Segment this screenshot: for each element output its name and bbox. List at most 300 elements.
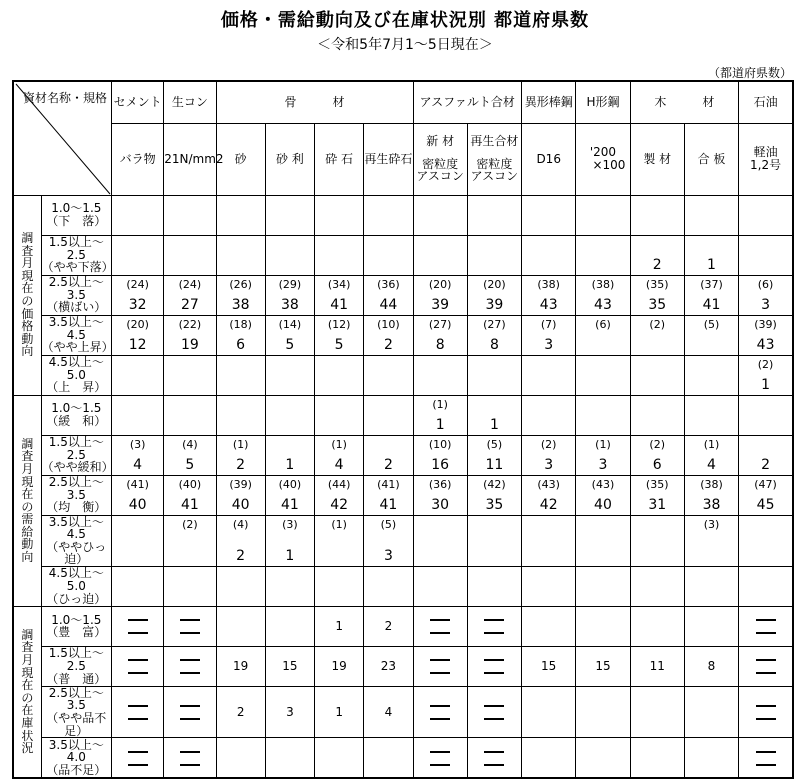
dash-mark xyxy=(112,626,163,639)
header-cement: セメント xyxy=(111,81,163,123)
cell-cement xyxy=(111,395,163,435)
dash-mark xyxy=(739,613,792,626)
row-label xyxy=(41,515,111,566)
cell-asphalt-new xyxy=(413,275,467,315)
prev-value: (27) xyxy=(428,317,452,331)
dash-mark xyxy=(112,666,163,679)
cell-crushed xyxy=(315,606,364,646)
current-value: 38 xyxy=(231,296,250,313)
cell-asphalt-recycled xyxy=(467,315,521,355)
cell-sand xyxy=(216,686,265,737)
table-row xyxy=(13,566,793,606)
cell-recycled xyxy=(364,355,413,395)
cell-crushed xyxy=(315,566,364,606)
prev-value: (27) xyxy=(483,317,506,331)
cell-plywood xyxy=(684,395,738,435)
cell-asphalt-new xyxy=(413,395,467,435)
cell-asphalt-recycled xyxy=(467,195,521,235)
cell-asphalt-new xyxy=(413,435,467,475)
cell-crushed xyxy=(315,738,364,778)
section-label-char: 調 xyxy=(21,436,34,451)
cell-asphalt-new xyxy=(413,566,467,606)
current-value: 4 xyxy=(707,456,716,473)
dash-mark xyxy=(164,758,215,771)
prev-value: (36) xyxy=(428,477,452,491)
cell-hbeam xyxy=(576,606,630,646)
cell-lumber xyxy=(630,566,684,606)
prev-value: (5) xyxy=(703,317,720,331)
prev-value: (6) xyxy=(757,277,774,291)
cell-sand xyxy=(216,606,265,646)
inventory-value: 1 xyxy=(335,705,343,720)
cell-lumber xyxy=(630,315,684,355)
section-label-char: 査 xyxy=(21,640,34,655)
cell-rebar xyxy=(522,515,576,566)
cell-asphalt-new xyxy=(413,355,467,395)
prev-value: (10) xyxy=(377,317,400,331)
section-label-char: 向 xyxy=(21,344,34,359)
cell-crushed xyxy=(315,315,364,355)
prev-value: (2) xyxy=(649,437,666,451)
current-value: 43 xyxy=(594,296,612,313)
prev-value: (7) xyxy=(540,317,557,331)
cell-recycled xyxy=(364,315,413,355)
cell-oil xyxy=(739,738,793,778)
current-value: 45 xyxy=(756,496,775,513)
current-value: 8 xyxy=(435,336,445,353)
prev-value: (26) xyxy=(229,277,252,291)
cell-lumber xyxy=(630,275,684,315)
current-value: 2 xyxy=(383,456,393,473)
inventory-value: 19 xyxy=(331,659,347,674)
cell-recycled xyxy=(364,395,413,435)
cell-sand xyxy=(216,646,265,686)
dash-mark xyxy=(112,699,163,712)
section-label xyxy=(13,606,41,777)
section-label-char: 月 xyxy=(21,653,34,668)
prev-value: (1) xyxy=(331,437,347,451)
section-label-char: 現 xyxy=(21,665,34,680)
cell-gravel xyxy=(265,566,314,606)
table-row xyxy=(13,646,793,686)
cell-concrete xyxy=(164,606,216,646)
row-label xyxy=(41,275,111,315)
row-label-r1: 3.5以上～4.0 xyxy=(48,737,104,765)
current-value: 3 xyxy=(544,456,554,473)
section-label xyxy=(13,395,41,606)
prev-value: (1) xyxy=(595,437,611,451)
prev-value: (1) xyxy=(331,517,347,531)
cell-rebar xyxy=(522,355,576,395)
prev-value: (40) xyxy=(178,477,202,491)
inventory-value xyxy=(266,749,314,767)
cell-hbeam xyxy=(576,275,630,315)
current-value: 2 xyxy=(761,456,771,473)
dash-mark xyxy=(112,653,163,666)
dash-mark xyxy=(468,653,521,666)
cell-asphalt-recycled xyxy=(467,646,521,686)
cell-oil xyxy=(739,686,793,737)
row-label-r1: 4.5以上～5.0 xyxy=(48,355,104,382)
prev-value: (24) xyxy=(178,277,202,291)
cell-oil xyxy=(739,195,793,235)
table-row xyxy=(13,515,793,566)
current-value: 38 xyxy=(702,496,721,513)
table-row xyxy=(13,435,793,475)
cell-crushed xyxy=(315,646,364,686)
current-value: 6 xyxy=(652,456,662,473)
row-label xyxy=(41,686,111,737)
row-label xyxy=(41,475,111,515)
current-value: 39 xyxy=(431,296,450,313)
cell-gravel xyxy=(265,606,314,646)
cell-lumber xyxy=(630,435,684,475)
dash-mark xyxy=(164,712,215,725)
header-rebar: 異形棒鋼 xyxy=(522,81,576,123)
row-label-r2: （横ばい） xyxy=(46,300,107,315)
cell-asphalt-recycled xyxy=(467,606,521,646)
inventory-value: 15 xyxy=(541,659,557,674)
cell-crushed xyxy=(315,195,364,235)
dash-mark xyxy=(164,626,215,639)
spec-recycled: 再生砕石 xyxy=(364,123,413,195)
section-label-char: 状 xyxy=(21,728,34,743)
spec-asphalt-rec-3: アスコン xyxy=(470,169,519,184)
cell-cement xyxy=(111,606,163,646)
prev-value: (38) xyxy=(537,277,560,291)
cell-gravel xyxy=(265,686,314,737)
current-value: 1 xyxy=(285,456,295,473)
cell-lumber xyxy=(630,195,684,235)
section-label-char: の xyxy=(21,690,34,705)
cell-concrete xyxy=(164,475,216,515)
prev-value: (4) xyxy=(182,437,198,451)
dash-mark xyxy=(414,666,467,679)
table-row xyxy=(13,395,793,435)
cell-hbeam xyxy=(576,475,630,515)
prev-value: (2) xyxy=(649,317,666,331)
table-row xyxy=(13,235,793,275)
cell-lumber xyxy=(630,686,684,737)
inventory-value: 1 xyxy=(335,619,343,634)
header-corner xyxy=(13,81,111,195)
cell-cement xyxy=(111,646,163,686)
current-value: 27 xyxy=(180,296,199,313)
current-value: 5 xyxy=(334,336,344,353)
dash-mark xyxy=(414,653,467,666)
cell-cement xyxy=(111,515,163,566)
cell-plywood xyxy=(684,435,738,475)
inventory-value xyxy=(685,703,738,721)
current-value: 30 xyxy=(431,496,450,513)
cell-plywood xyxy=(684,355,738,395)
current-value: 2 xyxy=(236,548,246,565)
section-label-char: の xyxy=(21,499,34,514)
spec-oil xyxy=(739,123,793,195)
spec-hbeam-2: ×100 xyxy=(592,158,626,172)
prev-value: (1) xyxy=(432,397,448,411)
cell-oil xyxy=(739,235,793,275)
cell-crushed xyxy=(315,435,364,475)
cell-gravel xyxy=(265,235,314,275)
cell-oil xyxy=(739,515,793,566)
cell-rebar xyxy=(522,275,576,315)
prev-value: (4) xyxy=(232,517,249,531)
prev-value: (47) xyxy=(754,477,777,491)
data-table xyxy=(12,80,794,779)
row-label-r2: （均 衡） xyxy=(46,500,107,515)
cell-cement xyxy=(111,566,163,606)
inventory-value: 2 xyxy=(236,705,245,720)
inventory-value: 8 xyxy=(707,659,716,674)
cell-hbeam xyxy=(576,195,630,235)
cell-concrete xyxy=(164,315,216,355)
dash-mark xyxy=(468,613,521,626)
spec-lumber: 製 材 xyxy=(630,123,684,195)
prev-value: (22) xyxy=(178,317,202,331)
dash-mark xyxy=(739,758,792,771)
current-value: 5 xyxy=(285,336,295,353)
cell-sand xyxy=(216,315,265,355)
cell-oil xyxy=(739,355,793,395)
row-label-r1: 4.5以上～5.0 xyxy=(48,566,104,594)
cell-rebar xyxy=(522,566,576,606)
current-value: 3 xyxy=(761,296,771,313)
cell-oil xyxy=(739,315,793,355)
cell-recycled xyxy=(364,566,413,606)
dash-mark xyxy=(414,758,467,771)
cell-concrete xyxy=(164,195,216,235)
section-label-char: 動 xyxy=(21,537,34,552)
cell-gravel xyxy=(265,515,314,566)
cell-plywood xyxy=(684,275,738,315)
inventory-value: 15 xyxy=(282,659,298,674)
cell-gravel xyxy=(265,315,314,355)
current-value: 41 xyxy=(330,296,349,313)
inventory-value xyxy=(315,749,363,767)
row-label-r2: （下 落） xyxy=(46,214,107,228)
cell-rebar xyxy=(522,395,576,435)
prev-value: (43) xyxy=(591,477,615,491)
inventory-value: 3 xyxy=(286,705,294,720)
row-label xyxy=(41,738,111,778)
prev-value: (3) xyxy=(282,517,298,531)
current-value: 41 xyxy=(280,496,299,513)
page-title: 価格・需給動向及び在庫状況別 都道府県数 xyxy=(220,10,590,31)
cell-crushed xyxy=(315,515,364,566)
cell-cement xyxy=(111,738,163,778)
current-value: 2 xyxy=(383,336,393,353)
cell-plywood xyxy=(684,475,738,515)
cell-hbeam xyxy=(576,738,630,778)
spec-asphalt-rec-2: 密粒度 xyxy=(476,156,513,171)
cell-lumber xyxy=(630,738,684,778)
cell-cement xyxy=(111,686,163,737)
cell-recycled xyxy=(364,435,413,475)
dash-mark xyxy=(112,758,163,771)
prev-value: (41) xyxy=(377,477,400,491)
prev-value: (3) xyxy=(703,517,720,531)
cell-crushed xyxy=(315,355,364,395)
inventory-value xyxy=(631,749,684,767)
prev-value: (12) xyxy=(327,317,351,331)
current-value: 41 xyxy=(379,496,398,513)
dash-mark xyxy=(468,626,521,639)
section-label xyxy=(13,195,41,395)
inventory-value xyxy=(522,703,575,721)
dash-mark xyxy=(164,666,215,679)
table-row xyxy=(13,195,793,235)
current-value: 43 xyxy=(539,296,558,313)
cell-rebar xyxy=(522,435,576,475)
spec-sand: 砂 xyxy=(216,123,265,195)
prev-value: (29) xyxy=(278,277,302,291)
dash-mark xyxy=(739,653,792,666)
cell-recycled xyxy=(364,646,413,686)
prev-value: (2) xyxy=(757,357,774,371)
dash-mark xyxy=(739,712,792,725)
cell-plywood xyxy=(684,646,738,686)
prev-value: (18) xyxy=(229,317,252,331)
table-row xyxy=(13,606,793,646)
row-label-r2: （やや緩和） xyxy=(41,460,114,475)
row-label xyxy=(41,195,111,235)
inventory-value: 15 xyxy=(595,659,611,674)
cell-cement xyxy=(111,355,163,395)
prev-value: (42) xyxy=(483,477,506,491)
cell-oil xyxy=(739,606,793,646)
cell-recycled xyxy=(364,515,413,566)
row-label xyxy=(41,646,111,686)
prev-value: (35) xyxy=(645,477,669,491)
cell-sand xyxy=(216,355,265,395)
inventory-value xyxy=(685,749,738,767)
cell-recycled xyxy=(364,275,413,315)
spec-asphalt-new xyxy=(413,123,467,195)
section-label-char: 需 xyxy=(21,512,34,527)
row-label xyxy=(41,395,111,435)
dash-mark xyxy=(468,745,521,758)
cell-gravel xyxy=(265,355,314,395)
prev-value: (5) xyxy=(486,437,503,451)
cell-sand xyxy=(216,195,265,235)
prev-value: (2) xyxy=(540,437,557,451)
inventory-value: 4 xyxy=(384,705,393,720)
section-label-char: 価 xyxy=(21,306,34,321)
inventory-value: 23 xyxy=(380,659,397,674)
cell-plywood xyxy=(684,515,738,566)
current-value: 40 xyxy=(231,496,250,513)
prev-value: (37) xyxy=(700,277,723,291)
current-value: 3 xyxy=(598,456,608,473)
prev-value: (38) xyxy=(591,277,615,291)
inventory-value xyxy=(217,617,265,635)
prev-value: (34) xyxy=(327,277,351,291)
spec-concrete: 21N/mm2 xyxy=(164,123,216,195)
row-label-r2: （やや下落） xyxy=(41,260,114,275)
dash-mark xyxy=(739,666,792,679)
cell-concrete xyxy=(164,738,216,778)
cell-plywood xyxy=(684,606,738,646)
cell-hbeam xyxy=(576,686,630,737)
cell-gravel xyxy=(265,475,314,515)
cell-lumber xyxy=(630,395,684,435)
cell-asphalt-recycled xyxy=(467,566,521,606)
cell-cement xyxy=(111,195,163,235)
spec-gravel: 砂 利 xyxy=(265,123,314,195)
row-label-r2: （緩 和） xyxy=(46,414,107,428)
cell-asphalt-new xyxy=(413,315,467,355)
cell-hbeam xyxy=(576,315,630,355)
cell-recycled xyxy=(364,686,413,737)
cell-rebar xyxy=(522,195,576,235)
table-row xyxy=(13,315,793,355)
current-value: 41 xyxy=(180,496,199,513)
spec-rebar: D16 xyxy=(522,123,576,195)
current-value: 40 xyxy=(128,496,147,513)
section-label-char: 現 xyxy=(21,474,34,489)
row-label xyxy=(41,315,114,355)
inventory-value xyxy=(266,617,314,635)
row-label-r1: 3.5以上～4.5 xyxy=(48,315,104,342)
current-value: 19 xyxy=(180,336,199,353)
inventory-value xyxy=(364,749,412,767)
cell-gravel xyxy=(265,195,314,235)
row-label-r1: 3.5以上～4.5 xyxy=(48,514,104,542)
cell-hbeam xyxy=(576,355,630,395)
cell-hbeam xyxy=(576,435,630,475)
cell-asphalt-new xyxy=(413,606,467,646)
cell-plywood xyxy=(684,566,738,606)
row-label xyxy=(41,355,111,395)
cell-asphalt-new xyxy=(413,475,467,515)
cell-concrete xyxy=(164,235,216,275)
header-hbeam: H形鋼 xyxy=(576,81,630,123)
row-label xyxy=(41,566,111,606)
section-label-char: 在 xyxy=(21,487,34,502)
prev-value: (36) xyxy=(377,277,400,291)
cell-cement xyxy=(111,275,163,315)
cell-hbeam xyxy=(576,235,630,275)
current-value: 1 xyxy=(435,416,445,433)
table-row xyxy=(13,686,793,737)
dash-mark xyxy=(112,745,163,758)
row-label-r2: （やや品不足） xyxy=(46,711,107,738)
dash-mark xyxy=(414,613,467,626)
cell-concrete xyxy=(164,435,216,475)
current-value: 35 xyxy=(485,496,504,513)
cell-oil xyxy=(739,275,793,315)
cell-lumber xyxy=(630,355,684,395)
cell-rebar xyxy=(522,315,576,355)
current-value: 1 xyxy=(285,548,295,565)
row-label-r1: 1.5以上～2.5 xyxy=(48,435,104,462)
prev-value: (14) xyxy=(278,317,302,331)
cell-asphalt-new xyxy=(413,738,467,778)
current-value: 31 xyxy=(648,496,667,513)
section-label-char: の xyxy=(21,294,34,308)
section-label-char: 動 xyxy=(21,331,34,346)
inventory-value xyxy=(576,749,629,767)
row-label xyxy=(41,235,114,275)
dash-mark xyxy=(414,712,467,725)
current-value: 6 xyxy=(236,336,246,353)
prev-value: (20) xyxy=(483,277,506,291)
cell-gravel xyxy=(265,395,314,435)
inventory-value xyxy=(522,617,575,635)
cell-oil xyxy=(739,566,793,606)
prev-value: (20) xyxy=(428,277,452,291)
